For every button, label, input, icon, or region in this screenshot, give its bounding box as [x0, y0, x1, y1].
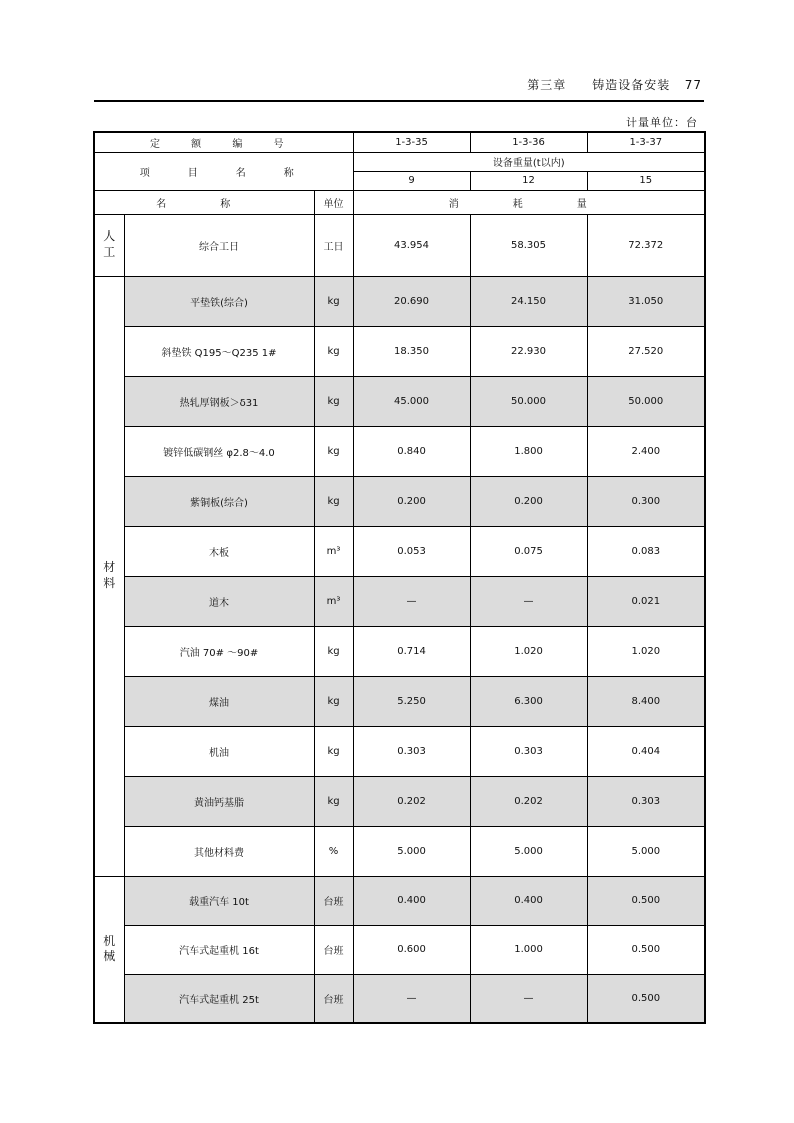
table-row [94, 376, 705, 426]
consumption-value: 58.305 [470, 214, 587, 276]
table-row [94, 214, 705, 276]
consumption-value: — [470, 576, 587, 626]
consumption-value: 0.300 [587, 476, 705, 526]
consumption-value: 0.500 [587, 974, 705, 1023]
item-name: 黄油钙基脂 [124, 776, 314, 826]
consumption-value: 0.021 [587, 576, 705, 626]
consumption-value: 0.714 [353, 626, 470, 676]
consumption-value: 0.600 [353, 925, 470, 974]
item-unit: kg [314, 626, 353, 676]
consumption-value: 24.150 [470, 276, 587, 326]
consumption-value: 0.075 [470, 526, 587, 576]
category-char: 材 [103, 560, 116, 575]
table-row [94, 876, 705, 925]
item-name: 木板 [124, 526, 314, 576]
consumption-value: 0.202 [470, 776, 587, 826]
table-row [94, 974, 705, 1023]
consumption-value: 5.250 [353, 676, 470, 726]
item-name: 机油 [124, 726, 314, 776]
table-row [94, 526, 705, 576]
param-value: 15 [587, 171, 705, 190]
item-unit: kg [314, 776, 353, 826]
table-row [94, 826, 705, 876]
item-unit: m³ [314, 576, 353, 626]
consumption-value: 72.372 [587, 214, 705, 276]
category-label [95, 934, 124, 965]
consumption-value: 2.400 [587, 426, 705, 476]
category-char: 械 [103, 949, 116, 964]
item-unit: % [314, 826, 353, 876]
item-unit: kg [314, 476, 353, 526]
consumption-value: 50.000 [587, 376, 705, 426]
consumption-value: 0.303 [353, 726, 470, 776]
item-unit: 台班 [314, 925, 353, 974]
category-char: 料 [103, 576, 116, 590]
item-unit: kg [314, 676, 353, 726]
item-name: 综合工日 [124, 214, 314, 276]
consumption-value: 20.690 [353, 276, 470, 326]
consumption-value: 0.500 [587, 876, 705, 925]
consumption-value: 0.400 [353, 876, 470, 925]
chapter-title: 第三章 铸造设备安装 [527, 78, 671, 92]
consumption-value: — [353, 576, 470, 626]
consumption-value: 31.050 [587, 276, 705, 326]
consumption-value: 27.520 [587, 326, 705, 376]
param-label: 设备重量(t以内) [353, 152, 705, 171]
consumption-value: 1.800 [470, 426, 587, 476]
column-header-row [94, 190, 705, 214]
quota-table [93, 131, 706, 1024]
item-name: 热轧厚钢板＞δ31 [124, 376, 314, 426]
table-row [94, 576, 705, 626]
item-unit: kg [314, 276, 353, 326]
consumption-value: 1.020 [587, 626, 705, 676]
table-row [94, 776, 705, 826]
table-row [94, 276, 705, 326]
category-machine [94, 876, 124, 1023]
table-row [94, 925, 705, 974]
consumption-value: 5.000 [587, 826, 705, 876]
quota-code: 1-3-35 [353, 132, 470, 152]
table-row [94, 426, 705, 476]
item-name: 汽油 70# ～90# [124, 626, 314, 676]
consumption-value: 0.053 [353, 526, 470, 576]
consumption-value: 0.500 [587, 925, 705, 974]
consumption-value: 0.303 [587, 776, 705, 826]
consumption-value: 8.400 [587, 676, 705, 726]
consumption-value: 5.000 [470, 826, 587, 876]
col-consumption-header: 消 耗 量 [353, 190, 705, 214]
item-name: 其他材料费 [124, 826, 314, 876]
table-row [94, 726, 705, 776]
item-name: 镀锌低碳钢丝 φ2.8～4.0 [124, 426, 314, 476]
category-material [94, 276, 124, 876]
consumption-value: 45.000 [353, 376, 470, 426]
consumption-value: — [470, 974, 587, 1023]
col-name-header: 名 称 [94, 190, 314, 214]
page-header [94, 72, 704, 102]
consumption-value: 6.300 [470, 676, 587, 726]
table-row [94, 626, 705, 676]
param-header-row [94, 152, 705, 171]
quota-code: 1-3-37 [587, 132, 705, 152]
item-name: 载重汽车 10t [124, 876, 314, 925]
category-labor [94, 214, 124, 276]
item-name: 汽车式起重机 16t [124, 925, 314, 974]
item-name: 汽车式起重机 25t [124, 974, 314, 1023]
item-unit: kg [314, 326, 353, 376]
col-unit-header: 单位 [314, 190, 353, 214]
page-number: 77 [684, 78, 702, 92]
table-row [94, 676, 705, 726]
param-value: 9 [353, 171, 470, 190]
consumption-value: 0.404 [587, 726, 705, 776]
consumption-value: 5.000 [353, 826, 470, 876]
item-name-label: 项 目 名 称 [94, 152, 353, 190]
param-value: 12 [470, 171, 587, 190]
consumption-value: — [353, 974, 470, 1023]
table-row [94, 476, 705, 526]
consumption-value: 0.083 [587, 526, 705, 576]
consumption-value: 0.202 [353, 776, 470, 826]
quota-code: 1-3-36 [470, 132, 587, 152]
consumption-value: 50.000 [470, 376, 587, 426]
quota-number-row [94, 132, 705, 152]
consumption-value: 1.000 [470, 925, 587, 974]
item-name: 斜垫铁 Q195～Q235 1# [124, 326, 314, 376]
consumption-value: 0.400 [470, 876, 587, 925]
consumption-value: 43.954 [353, 214, 470, 276]
consumption-value: 0.840 [353, 426, 470, 476]
item-unit: 工日 [314, 214, 353, 276]
item-name: 煤油 [124, 676, 314, 726]
consumption-value: 22.930 [470, 326, 587, 376]
consumption-value: 0.303 [470, 726, 587, 776]
item-name: 道木 [124, 576, 314, 626]
unit-note: 计量单位：台 [626, 116, 698, 129]
table-row [94, 326, 705, 376]
item-unit: m³ [314, 526, 353, 576]
category-char: 机 [103, 933, 116, 948]
item-unit: kg [314, 726, 353, 776]
category-label [95, 560, 124, 591]
item-name: 平垫铁(综合) [124, 276, 314, 326]
item-unit: 台班 [314, 974, 353, 1023]
consumption-value: 0.200 [353, 476, 470, 526]
item-unit: kg [314, 376, 353, 426]
category-label [95, 229, 124, 260]
category-char: 工 [103, 245, 116, 259]
consumption-value: 1.020 [470, 626, 587, 676]
category-char: 人 [103, 229, 116, 244]
item-name: 紫铜板(综合) [124, 476, 314, 526]
quota-number-label: 定 额 编 号 [94, 132, 353, 152]
consumption-value: 18.350 [353, 326, 470, 376]
item-unit: kg [314, 426, 353, 476]
consumption-value: 0.200 [470, 476, 587, 526]
item-unit: 台班 [314, 876, 353, 925]
